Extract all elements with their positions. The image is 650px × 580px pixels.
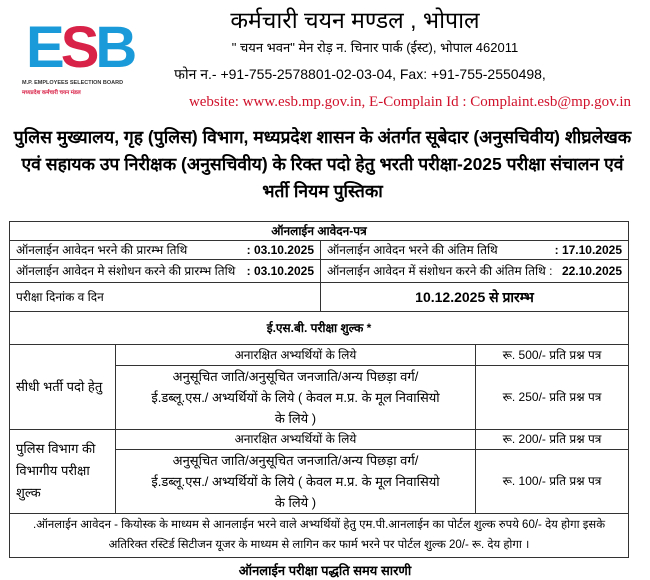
end-value: : 17.10.2025 (554, 243, 622, 257)
start-value: : 03.10.2025 (246, 243, 314, 257)
fee-table (9, 312, 629, 558)
document-title: पुलिस मुख्यालय, गृह (पुलिस) विभाग, मध्यप्रदेश शासन के अंतर्गत सूबेदार (अनुसचिवीय) शीघ्रलेखक एवं सहायक उप निरीक्षक (अनुसचिवीय) के रिक्त पदो हेतु भरती परीक्षा-2025 परीक्षा संचालन एवं भर्ती नियम पुस्तिका (13, 127, 632, 201)
esb-logo (22, 12, 134, 104)
logo-letter-s: S (60, 15, 96, 80)
end-label: ऑनलाईन आवेदन भरने की अंतिम तिथि (327, 243, 498, 257)
start-date-cell (10, 241, 321, 260)
fee-amount: रू. 200/- प्रति प्रश्न पत्र (476, 429, 629, 449)
edit-end-value: 22.10.2025 (561, 264, 622, 278)
exam-date-label: परीक्षा दिनांक व दिन (10, 283, 321, 312)
logo-caption: M.P. EMPLOYEES SELECTION BOARD (22, 80, 124, 86)
fee-note: .ऑनलाईन आवेदन - कियोस्क के माध्यम से आनलाईन भरने वाले अभ्यर्थियों हेतु एम.पी.आनलाईन का पोर्टल शुल्क रुपये 60/- देय होगा इसके अतिरिक्त रस्टिर्ड सिटीजन यूजर के माध्यम से लागिन कर फार्म भरने पर पोर्टल शुल्क 20/- रू. देय होगा । (10, 513, 629, 557)
fee-amount: रू. 500/- प्रति प्रश्न पत्र (476, 344, 629, 365)
fee-amount: रू. 100/- प्रति प्रश्न पत्र (476, 449, 629, 513)
exam-date-value: 10.12.2025 से प्रारम्भ (321, 283, 629, 312)
phone: फोन न.- +91-755-2578801-02-03-04, Fax: +91-755-2550498, (174, 66, 546, 82)
edit-start-value: : 03.10.2025 (246, 264, 314, 278)
edit-end-cell (321, 260, 629, 283)
section-heading: ऑनलाईन परीक्षा पद्धति समय सारणी (238, 562, 412, 578)
fee-heading: ई.एस.बी. परीक्षा शुल्क * (10, 312, 629, 344)
fee-category: अनारक्षित अभ्यर्थियों के लिये (116, 344, 476, 365)
logo-letter-b: B (95, 15, 134, 80)
website-line[interactable]: website: www.esb.mp.gov.in, E-Complain Id : Complaint.esb@mp.gov.in (188, 94, 632, 110)
fee-group-label: सीधी भर्ती पदो हेतु (10, 344, 116, 429)
fee-category: अनुसूचित जाति/अनुसूचित जनजाति/अन्य पिछड़ा वर्ग/ ई.डब्लू.एस./ अभ्यर्थियों के लिये ( केवल म.प्र. के मूल निवासियो के लिये ) (116, 449, 476, 513)
schedule-table (9, 221, 629, 312)
start-label: ऑनलाईन आवेदन भरने की प्रारम्भ तिथि (16, 243, 188, 257)
org-name: कर्मचारी चयन मण्डल , भोपाल (230, 7, 480, 33)
fee-amount: रू. 250/- प्रति प्रश्न पत्र (476, 365, 629, 429)
fee-group-label: पुलिस विभाग की विभागीय परीक्षा शुल्क (10, 429, 116, 513)
letterhead (0, 0, 650, 118)
fee-category: अनुसूचित जाति/अनुसूचित जनजाति/अन्य पिछड़ा वर्ग/ ई.डब्लू.एस./ अभ्यर्थियों के लिये ( केवल म.प्र. के मूल निवासियो के लिये ) (116, 365, 476, 429)
edit-start-label: ऑनलाईन आवेदन मे संशोधन करने की प्रारम्भ तिथि (16, 264, 236, 278)
address: " चयन भवन" मेन रोड़ न. चिनार पार्क (ईस्ट), भोपाल 462011 (231, 40, 519, 55)
logo-caption-hindi: मध्यप्रदेश कर्मचारी चयन मंडल (22, 90, 81, 96)
logo-letter-e: E (26, 15, 61, 80)
fee-category: अनारक्षित अभ्यर्थियों के लिये (116, 429, 476, 449)
edit-start-cell (10, 260, 321, 283)
edit-end-label: ऑनलाईन आवेदन में संशोधन करने की अंतिम तिथि : (327, 264, 553, 278)
schedule-heading: ऑनलाईन आवेदन-पत्र (10, 222, 629, 241)
end-date-cell (321, 241, 629, 260)
